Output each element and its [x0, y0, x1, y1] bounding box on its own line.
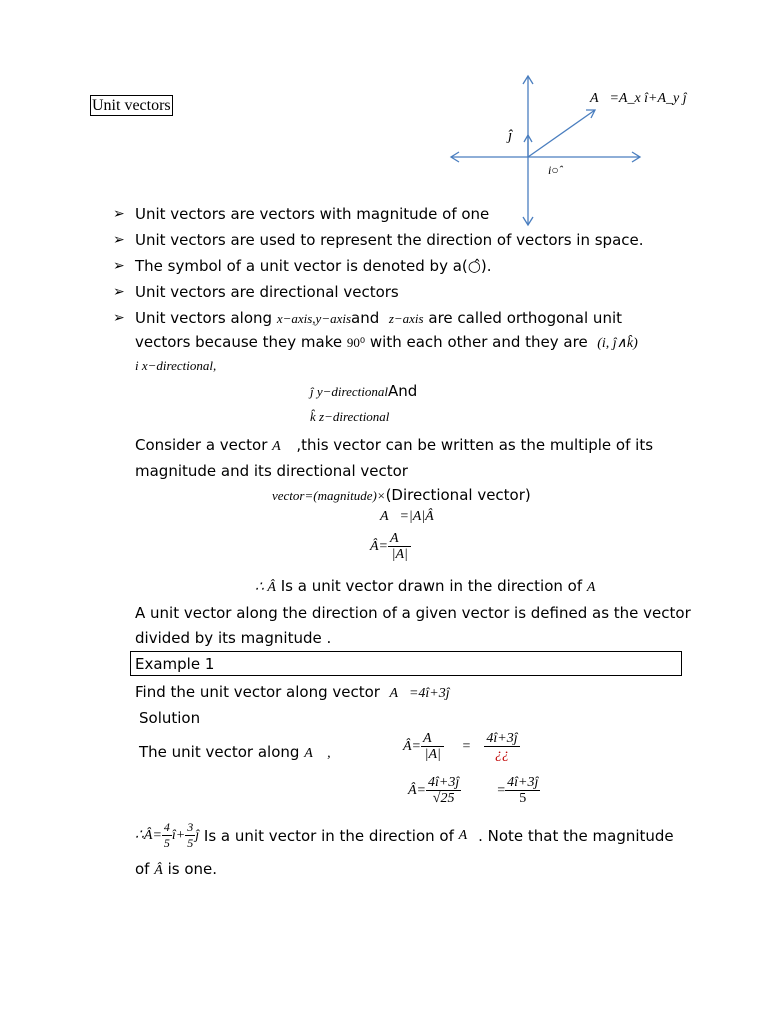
arrow-bullet-icon: ➢ [113, 284, 125, 300]
definition-line-2: divided by its magnitude . [135, 629, 332, 647]
formula-a-magnitude: A⃗=|A|Â [380, 509, 434, 524]
formula-vector-magnitude: vector=(magnitude)×(Directional vector) [272, 486, 531, 504]
example-title: Example 1 [135, 655, 215, 673]
arrow-bullet-icon: ➢ [113, 206, 125, 222]
definition-line-1: A unit vector along the direction of a given vector is defined as the vector [135, 604, 691, 622]
arrow-bullet-icon: ➢ [113, 258, 125, 274]
vector-arrow [528, 110, 595, 157]
i-directional: i x−directional, [135, 358, 217, 373]
solution-label: Solution [139, 709, 201, 727]
unit-vector-along: The unit vector along A⃗ , [139, 743, 331, 761]
formula-unit-vector: Â= $\frac{A⃗}{|A|}$ [370, 531, 410, 562]
page-title: Unit vectors [92, 97, 171, 114]
list-item: ➢ Unit vectors are directional vectors [113, 280, 673, 306]
conclusion-line-1: ∴Â= $\frac{4}{5}$ î+ $\frac{3}{5}$ ĵ Is a unit vector in the direction of A⃗ . Note that the magnitude [135, 820, 674, 850]
example-eq-1: Â= $\frac{A⃗}{|A|}$ = $\frac{4î+3ĵ}{¿¿}$ [403, 731, 518, 762]
consider-line-1: Consider a vector A⃗ ,this vector can be written as the multiple of its [135, 436, 654, 454]
orthogonal-line-2: vectors because they make 90⁰ with each other and they are (i, ĵ∧k̂) [135, 333, 638, 351]
arrow-bullet-icon: ➢ [113, 310, 125, 326]
j-hat-label: ĵ [508, 128, 513, 144]
conclusion-line-2: of Â is one. [135, 860, 218, 878]
list-item: ➢ The symbol of a unit vector is denoted by a(○̂). [113, 254, 673, 280]
vector-equation-label: A⃗=A_x î+A_y ĵ [590, 91, 687, 106]
list-item: ➢ Unit vectors are used to represent the direction of vectors in space. [113, 228, 673, 254]
k-directional: k̂ z−directional [310, 409, 390, 424]
list-item: ➢ Unit vectors are vectors with magnitude of one [113, 202, 673, 228]
therefore-line: ∴ Â Is a unit vector drawn in the direction of A⃗ [255, 577, 607, 595]
example-eq-2: Â= $\frac{4î+3ĵ}{√25}$ = $\frac{4î+3ĵ}{5}$ [408, 775, 539, 806]
example-find: Find the unit vector along vector A⃗=4î+3ĵ [135, 683, 450, 701]
list-item: ➢ Unit vectors along x−axis,y−axisand z−axis are called orthogonal unit [113, 306, 673, 332]
example-box [130, 651, 682, 676]
j-directional: ĵ y−directionalAnd [310, 382, 418, 400]
bullet-list [113, 202, 673, 332]
i-hat-label: i○̂ [548, 163, 559, 177]
consider-line-2: magnitude and its directional vector [135, 462, 408, 480]
arrow-bullet-icon: ➢ [113, 232, 125, 248]
